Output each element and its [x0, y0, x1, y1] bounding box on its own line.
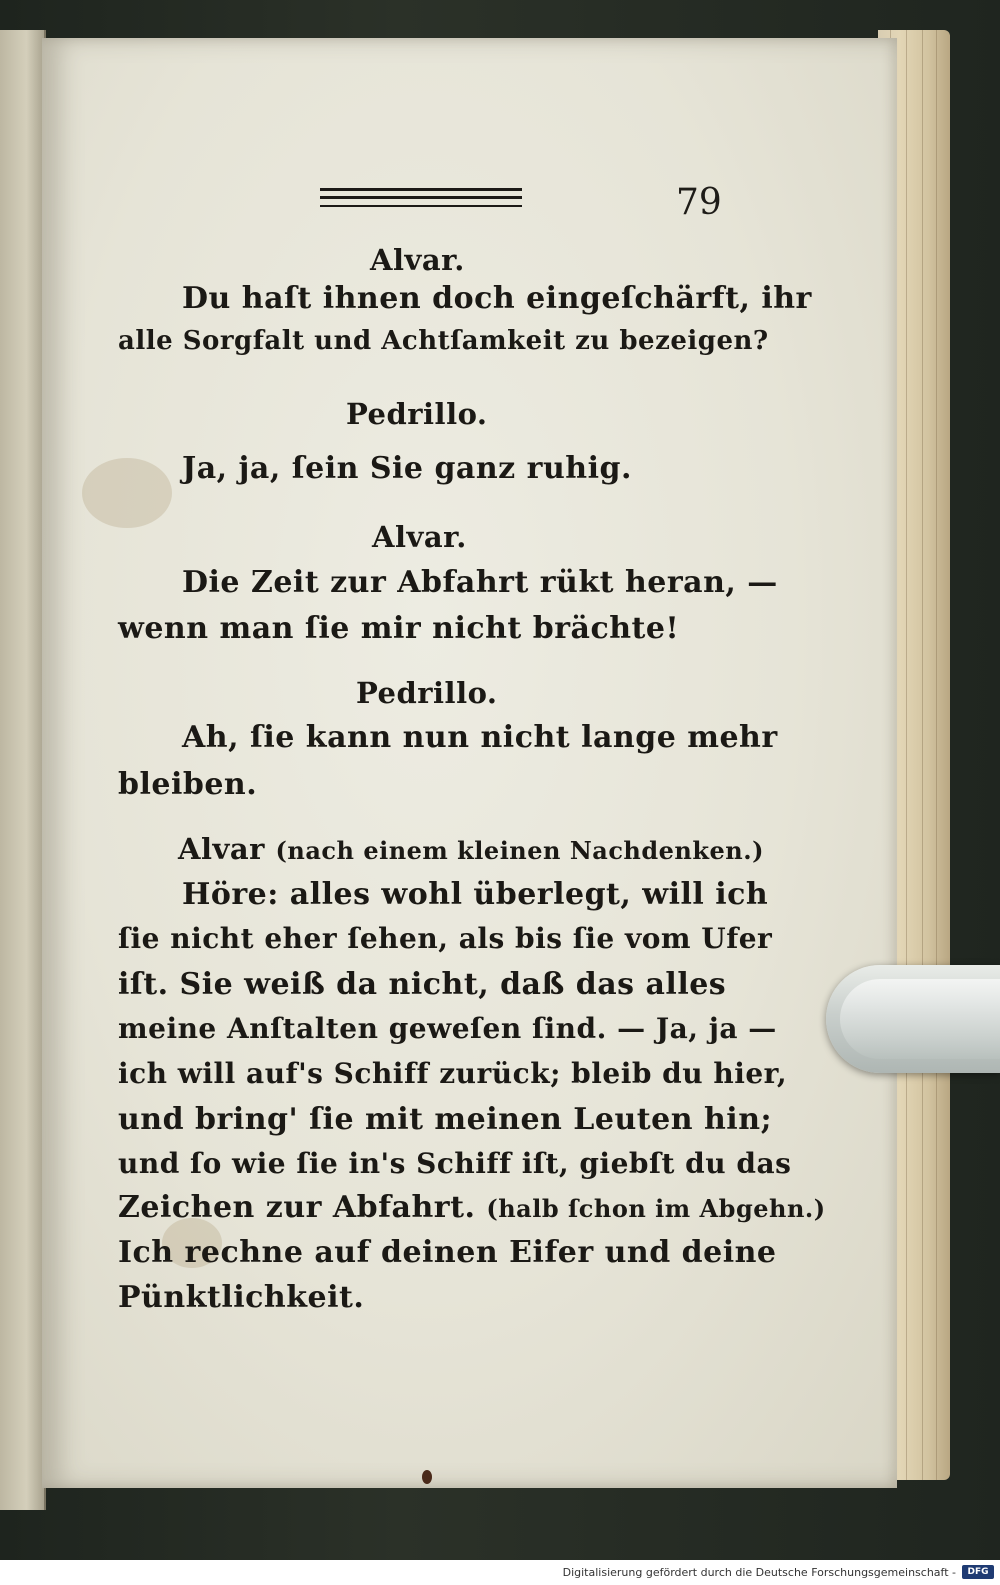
text-line: meine Anſtalten geweſen ſind. — Ja, ja —: [118, 1012, 777, 1045]
text-line: Ja, ja, ſein Sie ganz ruhig.: [182, 451, 632, 486]
text-line: iſt. Sie weiß da nicht, daß das alles: [118, 967, 727, 1002]
speaker-heading: Alvar.: [372, 520, 467, 554]
text-line: und ſo wie ſie in's Schiff iſt, giebſt du das: [118, 1147, 792, 1180]
text-line: und bring' ſie mit meinen Leuten hin;: [118, 1102, 773, 1137]
footer-bar: [0, 1560, 1000, 1585]
text-segment: Zeichen zur Abfahrt.: [118, 1190, 476, 1225]
book-page: [42, 38, 897, 1488]
text-line: Die Zeit zur Abfahrt rükt heran, —: [182, 565, 778, 600]
text-line: Ah, ſie kann nun nicht lange mehr: [182, 720, 778, 755]
speaker-heading: Alvar.: [370, 243, 465, 277]
stage-direction: (nach einem kleinen Nachdenken.): [275, 836, 764, 865]
text-line: ſie nicht eher ſehen, als bis ſie vom Ufer: [118, 922, 773, 955]
paper-stain: [82, 458, 172, 528]
header-rule: [320, 188, 522, 191]
page-number: 79: [676, 182, 722, 223]
header-rule: [320, 205, 522, 207]
facing-page-edge: [0, 30, 46, 1510]
ink-blot: [422, 1470, 432, 1484]
speaker-name: Alvar: [178, 832, 265, 866]
speaker-heading: Pedrillo.: [356, 676, 498, 710]
text-line: alle Sorgfalt und Achtſamkeit zu bezeigen?: [118, 326, 769, 356]
speaker-heading: Pedrillo.: [346, 397, 488, 431]
text-line: Ich rechne auf deinen Eifer und deine: [118, 1235, 777, 1270]
funding-notice: Digitalisierung gefördert durch die Deutsche Forschungsgemeinschaft -: [562, 1566, 956, 1579]
text-line: Pünktlichkeit.: [118, 1280, 365, 1315]
stage-direction: (halb ſchon im Abgehn.): [486, 1194, 826, 1223]
dfg-logo-icon: DFG: [962, 1565, 994, 1579]
page-holder-clip: [826, 965, 1000, 1073]
text-line-with-direction: [118, 1190, 826, 1225]
text-line: Du haſt ihnen doch eingeſchärft, ihr: [182, 281, 812, 316]
speaker-heading-with-direction: [178, 832, 764, 866]
header-rule: [320, 196, 522, 199]
text-line: Höre: alles wohl überlegt, will ich: [182, 877, 769, 912]
text-line: bleiben.: [118, 767, 258, 802]
text-line: ich will auf's Schiff zurück; bleib du hier,: [118, 1057, 788, 1090]
text-line: wenn man ſie mir nicht brächte!: [118, 611, 680, 646]
